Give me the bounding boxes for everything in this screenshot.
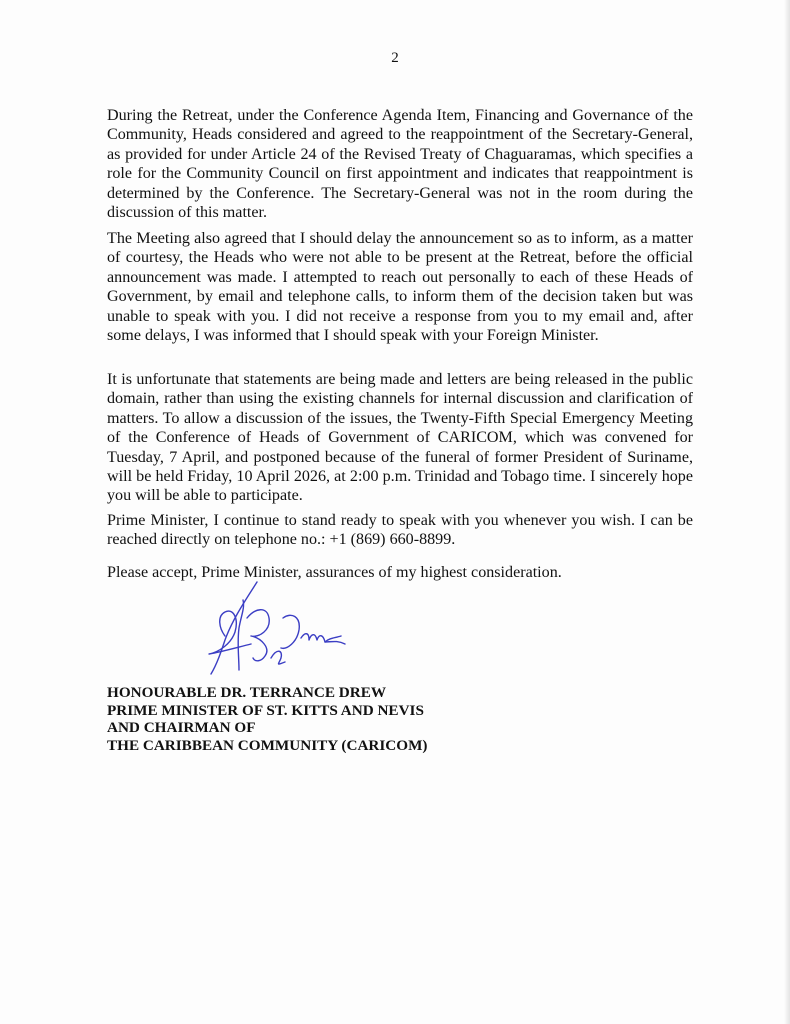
signatory-name: HONOURABLE DR. TERRANCE DREW — [107, 684, 387, 701]
handwritten-signature — [195, 578, 370, 688]
paragraph-contact: Prime Minister, I continue to stand ready to speak with you whenever you wish. I can be reached directly on telephone no.: +1 (869) 660-8899. — [107, 512, 693, 549]
page-edge-shadow — [784, 0, 790, 1024]
signatory-title: PRIME MINISTER OF ST. KITTS AND NEVIS — [107, 701, 424, 719]
paragraph-announcement-delay: The Meeting also agreed that I should delay the announcement so as to inform, as a matter of courtesy, the Heads who were not able to be present at the Retreat, before the official announcement was made. I attempted to reach out personally to each of these Heads of Government, by email and telephone calls, to inform them of the decision taken but was unable to speak with you. I did not receive a response from you to my email and, after some delays, I was informed that I should speak with your Foreign Minister. — [107, 230, 693, 345]
page-number: 2 — [391, 50, 399, 66]
signatory-block — [107, 684, 427, 754]
signatory-organization: THE CARIBBEAN COMMUNITY (CARICOM) — [107, 736, 428, 754]
signatory-role: AND CHAIRMAN OF — [107, 719, 256, 737]
paragraph-closing: Please accept, Prime Minister, assurances of my highest consideration. — [107, 564, 562, 581]
paragraph-emergency-meeting: It is unfortunate that statements are being made and letters are being released in the public domain, rather than using the existing channels for internal discussion and clarification of matters. To allow a discussion of the issues, the Twenty-Fifth Special Emergency Meeting of the Conference of Heads of Government of CARICOM, which was convened for Tuesday, 7 April, and postponed because of the funeral of former President of Suriname, will be held Friday, 10 April 2026, at 2:00 p.m. Trinidad and Tobago time. I sincerely hope you will be able to participate. — [107, 371, 693, 505]
paragraph-retreat: During the Retreat, under the Conference Agenda Item, Financing and Governance of the Community, Heads considered and agreed to the reappointment of the Secretary-General, as provided for under Article 24 of the Revised Treaty of Chaguaramas, which specifies a role for the Community Council on first appointment and indicates that reappointment is determined by the Conference. The Secretary-General was not in the room during the discussion of this matter. — [107, 107, 693, 222]
